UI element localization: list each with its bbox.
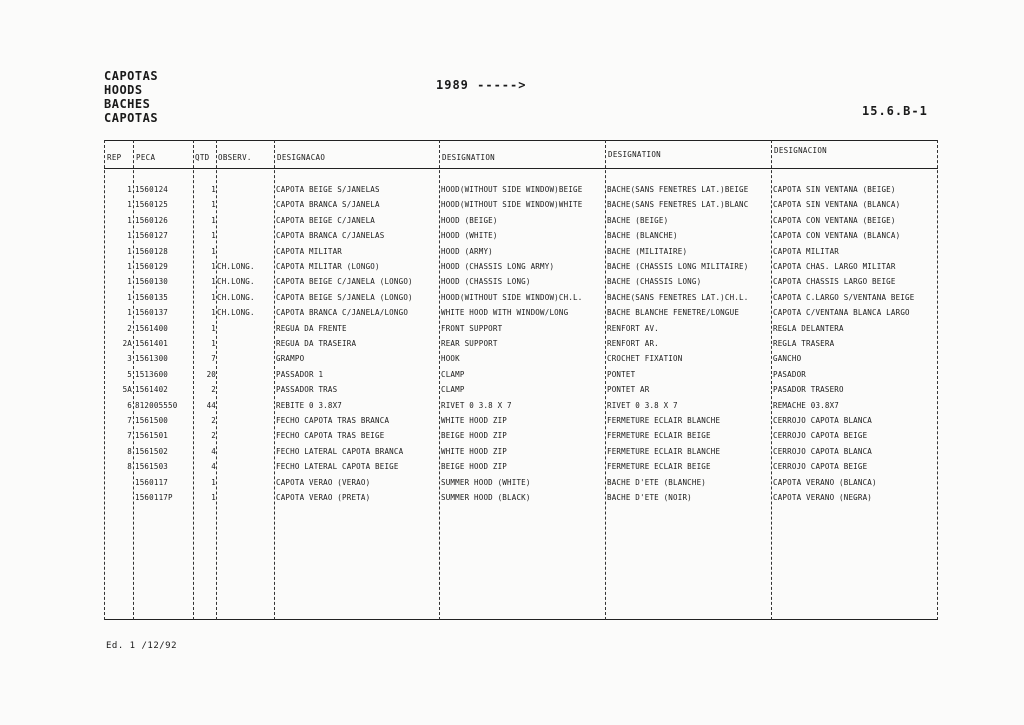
cell-peca: 1560125 (135, 200, 169, 210)
cell-peca: 1561500 (135, 416, 169, 425)
cell-observ: CH.LONG. (217, 277, 255, 287)
cell-designation-en: HOOK (441, 354, 460, 364)
cell-designacion: CAPOTA VERANO (BLANCA) (773, 477, 877, 487)
cell-designacao: CAPOTA BEIGE C/JANELA (276, 215, 376, 225)
cell-rep: 1 (127, 200, 132, 210)
cell-designacion: PASADOR (773, 369, 807, 379)
cell-rep: 5A (122, 385, 132, 395)
cell-peca: 1561401 (135, 339, 169, 348)
cell-designation-fr: FERMETURE ECLAIR BLANCHE (607, 416, 721, 425)
cell-designacao: CAPOTA VERAO (VERAO) (276, 477, 371, 487)
cell-peca: 1560130 (135, 277, 169, 287)
title-es: CAPOTAS (104, 111, 159, 125)
cell-designation-en: HOOD (CHASSIS LONG) (441, 277, 531, 287)
cell-peca: 1560117P (135, 493, 173, 502)
cell-designation-en: WHITE HOOD ZIP (441, 416, 508, 425)
table-row (104, 367, 938, 382)
cell-designacion: REGLA TRASERA (773, 339, 835, 348)
header-observ: OBSERV. (218, 153, 252, 162)
cell-peca: 1560135 (135, 292, 169, 302)
cell-designation-fr: RENFORT AV. (607, 323, 659, 333)
cell-designacion: GANCHO (773, 354, 802, 364)
cell-designacao: PASSADOR 1 (276, 369, 324, 379)
cell-designacao: CAPOTA BRANCA S/JANELA (276, 200, 380, 210)
cell-designacao: FECHO LATERAL CAPOTA BRANCA (276, 446, 404, 456)
cell-designation-en: BEIGE HOOD ZIP (441, 462, 508, 472)
header-designation-fr: DESIGNATION (608, 150, 661, 159)
cell-qtd: 1 (211, 323, 216, 333)
cell-designation-fr: BACHE (MILITAIRE) (607, 246, 688, 256)
cell-peca: 1560117 (135, 477, 169, 487)
header-designacion: DESIGNACION (774, 146, 827, 155)
cell-designation-fr: BACHE BLANCHE FENETRE/LONGUE (607, 308, 740, 318)
cell-peca: 1560129 (135, 262, 169, 271)
parts-table (104, 140, 938, 620)
cell-peca: 1561502 (135, 446, 169, 456)
cell-peca: 1561501 (135, 431, 169, 441)
cell-designation-fr: BACHE(SANS FENETRES LAT.)BEIGE (607, 185, 749, 194)
cell-designation-en: HOOD (WHITE) (441, 231, 498, 241)
cell-peca: 1513600 (135, 369, 169, 379)
cell-designation-en: WHITE HOOD ZIP (441, 446, 508, 456)
cell-designation-fr: PONTET AR (607, 385, 650, 395)
cell-designacion: REGLA DELANTERA (773, 323, 844, 333)
cell-qtd: 1 (211, 246, 216, 256)
cell-rep: 8 (127, 462, 132, 472)
table-row (104, 290, 938, 305)
cell-designacao: FECHO LATERAL CAPOTA BEIGE (276, 462, 399, 472)
cell-designacion: CERROJO CAPOTA BEIGE (773, 431, 868, 441)
cell-designacion: CERROJO CAPOTA BLANCA (773, 416, 873, 425)
cell-designacao: PASSADOR TRAS (276, 385, 338, 395)
cell-designation-fr: BACHE (BEIGE) (607, 215, 669, 225)
cell-peca: 1561503 (135, 462, 169, 472)
table-row (104, 382, 938, 397)
cell-qtd: 1 (211, 262, 216, 271)
cell-designation-en: HOOD(WITHOUT SIDE WINDOW)WHITE (441, 200, 583, 210)
cell-designation-en: FRONT SUPPORT (441, 323, 503, 333)
table-row (104, 444, 938, 459)
table-row (104, 182, 938, 197)
cell-designation-fr: BACHE(SANS FENETRES LAT.)CH.L. (607, 292, 749, 302)
cell-observ: CH.LONG. (217, 308, 255, 318)
title-block (104, 69, 158, 125)
cell-designacao: FECHO CAPOTA TRAS BEIGE (276, 431, 385, 441)
table-top-rule (104, 140, 938, 141)
cell-designacion: CAPOTA SIN VENTANA (BLANCA) (773, 200, 901, 210)
header-qtd: QTD (195, 153, 210, 162)
cell-observ: CH.LONG. (217, 292, 255, 302)
cell-designation-fr: BACHE D'ETE (NOIR) (607, 493, 692, 502)
cell-peca: 1560124 (135, 185, 169, 194)
cell-rep: 5 (127, 369, 132, 379)
cell-peca: 1561300 (135, 354, 169, 364)
cell-rep: 1 (127, 246, 132, 256)
cell-rep: 1 (127, 277, 132, 287)
cell-qtd: 4 (211, 462, 216, 472)
cell-designation-en: SUMMER HOOD (WHITE) (441, 477, 531, 487)
table-row (104, 197, 938, 212)
title-pt: CAPOTAS (104, 69, 159, 83)
cell-designacao: CAPOTA BEIGE S/JANELA (LONGO) (276, 292, 413, 302)
cell-designation-fr: PONTET (607, 369, 636, 379)
cell-designation-en: REAR SUPPORT (441, 339, 498, 348)
cell-designation-en: HOOD (ARMY) (441, 246, 493, 256)
cell-peca: 1560128 (135, 246, 169, 256)
cell-designacion: CAPOTA CON VENTANA (BEIGE) (773, 215, 896, 225)
cell-observ: CH.LONG. (217, 262, 255, 271)
cell-designacao: CAPOTA BEIGE C/JANELA (LONGO) (276, 277, 413, 287)
table-row (104, 274, 938, 289)
year-label: 1989 -----> (436, 78, 527, 92)
cell-designacao: REBITE 0 3.8X7 (276, 400, 343, 410)
cell-peca: 1560137 (135, 308, 169, 318)
cell-qtd: 4 (211, 446, 216, 456)
cell-qtd: 2 (211, 385, 216, 395)
table-row (104, 259, 938, 274)
cell-qtd: 1 (211, 308, 216, 318)
cell-peca: 1560127 (135, 231, 169, 241)
cell-rep: 2 (127, 323, 132, 333)
table-row (104, 490, 938, 505)
cell-designacao: CAPOTA BEIGE S/JANELAS (276, 185, 380, 194)
cell-peca: 812005550 (135, 400, 178, 410)
cell-designacion: CAPOTA CHAS. LARGO MILITAR (773, 262, 896, 271)
cell-qtd: 1 (211, 477, 216, 487)
cell-designacao: CAPOTA VERAO (PRETA) (276, 493, 371, 502)
cell-designacion: CAPOTA CON VENTANA (BLANCA) (773, 231, 901, 241)
cell-designacao: FECHO CAPOTA TRAS BRANCA (276, 416, 390, 425)
cell-designacion: CERROJO CAPOTA BEIGE (773, 462, 868, 472)
cell-designation-fr: FERMETURE ECLAIR BEIGE (607, 462, 711, 472)
table-row (104, 428, 938, 443)
cell-qtd: 1 (211, 200, 216, 210)
cell-designation-en: CLAMP (441, 385, 465, 395)
cell-designation-fr: BACHE(SANS FENETRES LAT.)BLANC (607, 200, 749, 210)
cell-designacao: CAPOTA MILITAR (LONGO) (276, 262, 380, 271)
cell-designacao: REGUA DA FRENTE (276, 323, 347, 333)
cell-rep: 1 (127, 185, 132, 194)
cell-qtd: 1 (211, 185, 216, 194)
cell-designation-en: BEIGE HOOD ZIP (441, 431, 508, 441)
cell-qtd: 2 (211, 431, 216, 441)
cell-qtd: 1 (211, 493, 216, 502)
title-en: HOODS (104, 83, 143, 97)
header-peca: PECA (136, 153, 156, 162)
cell-designacion: REMACHE 03.8X7 (773, 400, 840, 410)
cell-rep: 1 (127, 292, 132, 302)
cell-designation-fr: BACHE (CHASSIS LONG MILITAIRE) (607, 262, 749, 271)
cell-designacao: GRAMPO (276, 354, 305, 364)
cell-designacao: CAPOTA MILITAR (276, 246, 343, 256)
table-row (104, 244, 938, 259)
table-row (104, 351, 938, 366)
cell-qtd: 2 (211, 416, 216, 425)
cell-designation-en: HOOD (BEIGE) (441, 215, 498, 225)
cell-designacion: CERROJO CAPOTA BLANCA (773, 446, 873, 456)
table-row (104, 213, 938, 228)
cell-designation-en: CLAMP (441, 369, 465, 379)
cell-rep: 1 (127, 231, 132, 241)
cell-designation-fr: BACHE (BLANCHE) (607, 231, 678, 241)
cell-designacion: CAPOTA CHASSIS LARGO BEIGE (773, 277, 896, 287)
cell-qtd: 7 (211, 354, 216, 364)
cell-qtd: 1 (211, 277, 216, 287)
cell-rep: 8 (127, 446, 132, 456)
cell-designacion: CAPOTA VERANO (NEGRA) (773, 493, 873, 502)
cell-peca: 1560126 (135, 215, 169, 225)
cell-designation-fr: CROCHET FIXATION (607, 354, 683, 364)
cell-designation-fr: BACHE D'ETE (BLANCHE) (607, 477, 707, 487)
header-rep: REP (107, 153, 122, 162)
cell-designacion: CAPOTA SIN VENTANA (BEIGE) (773, 185, 896, 194)
table-row (104, 305, 938, 320)
cell-designacao: CAPOTA BRANCA C/JANELAS (276, 231, 385, 241)
cell-designacao: CAPOTA BRANCA C/JANELA/LONGO (276, 308, 409, 318)
cell-peca: 1561400 (135, 323, 169, 333)
cell-rep: 1 (127, 262, 132, 271)
cell-designacion: CAPOTA C.LARGO S/VENTANA BEIGE (773, 292, 915, 302)
cell-designation-en: HOOD(WITHOUT SIDE WINDOW)BEIGE (441, 185, 583, 194)
cell-rep: 1 (127, 308, 132, 318)
cell-rep: 2A (122, 339, 132, 348)
table-row (104, 398, 938, 413)
cell-peca: 1561402 (135, 385, 169, 395)
cell-designation-fr: BACHE (CHASSIS LONG) (607, 277, 702, 287)
cell-rep: 1 (127, 215, 132, 225)
cell-designacao: REGUA DA TRASEIRA (276, 339, 357, 348)
page-code: 15.6.B-1 (862, 104, 928, 118)
cell-qtd: 44 (206, 400, 216, 410)
cell-designation-en: RIVET 0 3.8 X 7 (441, 400, 512, 410)
cell-rep: 6 (127, 400, 132, 410)
table-row (104, 336, 938, 351)
cell-designation-en: SUMMER HOOD (BLACK) (441, 493, 531, 502)
cell-qtd: 20 (206, 369, 216, 379)
cell-qtd: 1 (211, 231, 216, 241)
cell-designation-en: WHITE HOOD WITH WINDOW/LONG (441, 308, 569, 318)
cell-qtd: 1 (211, 215, 216, 225)
header-bottom-rule (104, 168, 938, 169)
table-row (104, 228, 938, 243)
cell-designacion: CAPOTA MILITAR (773, 246, 840, 256)
table-row (104, 321, 938, 336)
cell-rep: 7 (127, 431, 132, 441)
cell-designation-en: HOOD(WITHOUT SIDE WINDOW)CH.L. (441, 292, 583, 302)
cell-designation-fr: FERMETURE ECLAIR BEIGE (607, 431, 711, 441)
table-row (104, 475, 938, 490)
header-designation-en: DESIGNATION (442, 153, 495, 162)
cell-designation-fr: RENFORT AR. (607, 339, 659, 348)
edition-footer: Ed. 1 /12/92 (106, 641, 178, 651)
cell-designation-fr: RIVET 0 3.8 X 7 (607, 400, 678, 410)
cell-qtd: 1 (211, 292, 216, 302)
cell-designation-fr: FERMETURE ECLAIR BLANCHE (607, 446, 721, 456)
cell-qtd: 1 (211, 339, 216, 348)
cell-rep: 7 (127, 416, 132, 425)
header-designacao: DESIGNACAO (277, 153, 326, 162)
title-fr: BACHES (104, 97, 151, 111)
table-row (104, 413, 938, 428)
cell-designacion: CAPOTA C/VENTANA BLANCA LARGO (773, 308, 910, 318)
cell-designation-en: HOOD (CHASSIS LONG ARMY) (441, 262, 555, 271)
table-bottom-rule (104, 619, 938, 620)
table-row (104, 459, 938, 474)
cell-designacion: PASADOR TRASERO (773, 385, 844, 395)
cell-rep: 3 (127, 354, 132, 364)
